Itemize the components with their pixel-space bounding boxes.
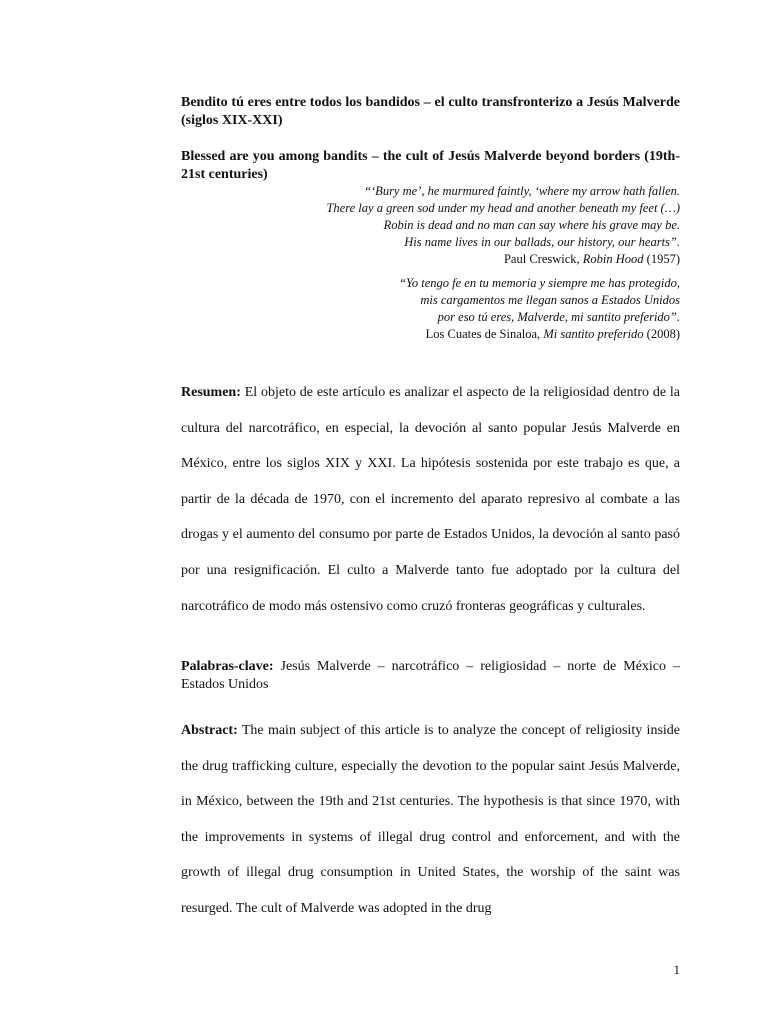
- keywords-text: Jesús Malverde – narcotráfico – religiosidad – norte de México – Estados Unidos: [181, 659, 680, 692]
- keywords-label: Palabras-clave:: [181, 659, 274, 674]
- epigraph-line: There lay a green sod under my head and another beneath my feet (…): [326, 201, 680, 215]
- abstract-label: Abstract:: [181, 723, 238, 738]
- title-english: Blessed are you among bandits – the cult of Jesús Malverde beyond borders (19th-21st centuries): [181, 149, 680, 182]
- abstract-paragraph: [181, 713, 680, 927]
- epigraph-line: por eso tú eres, Malverde, mi santito preferido”.: [437, 310, 680, 324]
- epigraph-year: (1957): [643, 252, 680, 266]
- epigraph-work: Mi santito preferido: [543, 327, 644, 341]
- resumen-text: El objeto de este artículo es analizar el aspecto de la religiosidad dentro de la cultura del narcotráfico, en especial, la devoción al santo popular Jesús Malverde en México, entre los siglos XIX y XXI. La hipótesis sostenida por este trabajo es que, a partir de la década de 1970, con el incremento del aparato represivo al combate a las drogas y el aumento del consumo por parte de Estados Unidos, la devoción al santo pasó por una resignificación. El culto a Malverde tanto fue adoptado por la cultura del narcotráfico de modo más ostensivo como cruzó fronteras geográficas y culturales.: [181, 385, 680, 614]
- epigraph-work: Robin Hood: [582, 252, 644, 266]
- page-number: 1: [673, 962, 680, 977]
- epigraph-robin-hood: [250, 183, 680, 268]
- epigraph-year: (2008): [643, 327, 680, 341]
- epigraph-line: “Yo tengo fe en tu memoria y siempre me has protegido,: [399, 276, 680, 290]
- epigraph-line: His name lives in our ballads, our history, our hearts”.: [404, 235, 680, 249]
- epigraph-santito: [250, 275, 680, 343]
- epigraph-attribution: [250, 326, 680, 343]
- title-spanish: Bendito tú eres entre todos los bandidos – el culto transfronterizo a Jesús Malverde (siglos XIX-XXI): [181, 95, 680, 128]
- epigraph-line: mis cargamentos me llegan sanos a Estados Unidos: [420, 293, 680, 307]
- epigraph-line: Robin is dead and no man can say where his grave may be.: [383, 218, 680, 232]
- epigraph-line: “‘Bury me’, he murmured faintly, ‘where my arrow hath fallen.: [364, 184, 680, 198]
- resumen-paragraph: [181, 375, 680, 624]
- keywords-paragraph: [181, 658, 680, 694]
- abstract-text: The main subject of this article is to analyze the concept of religiosity inside the drug trafficking culture, especially the devotion to the popular saint Jesús Malverde, in México, between the 19th and 21st centuries. The hypothesis is that since 1970, with the improvements in systems of illegal drug control and enforcement, and with the growth of illegal drug consumption in United States, the worship of the saint was resurged. The cult of Malverde was adopted in the drug: [181, 723, 680, 916]
- resumen-label: Resumen:: [181, 385, 241, 400]
- epigraph-author: Paul Creswick,: [503, 252, 583, 266]
- epigraph-attribution: [250, 251, 680, 268]
- epigraph-author: Los Cuates de Sinaloa,: [425, 327, 544, 341]
